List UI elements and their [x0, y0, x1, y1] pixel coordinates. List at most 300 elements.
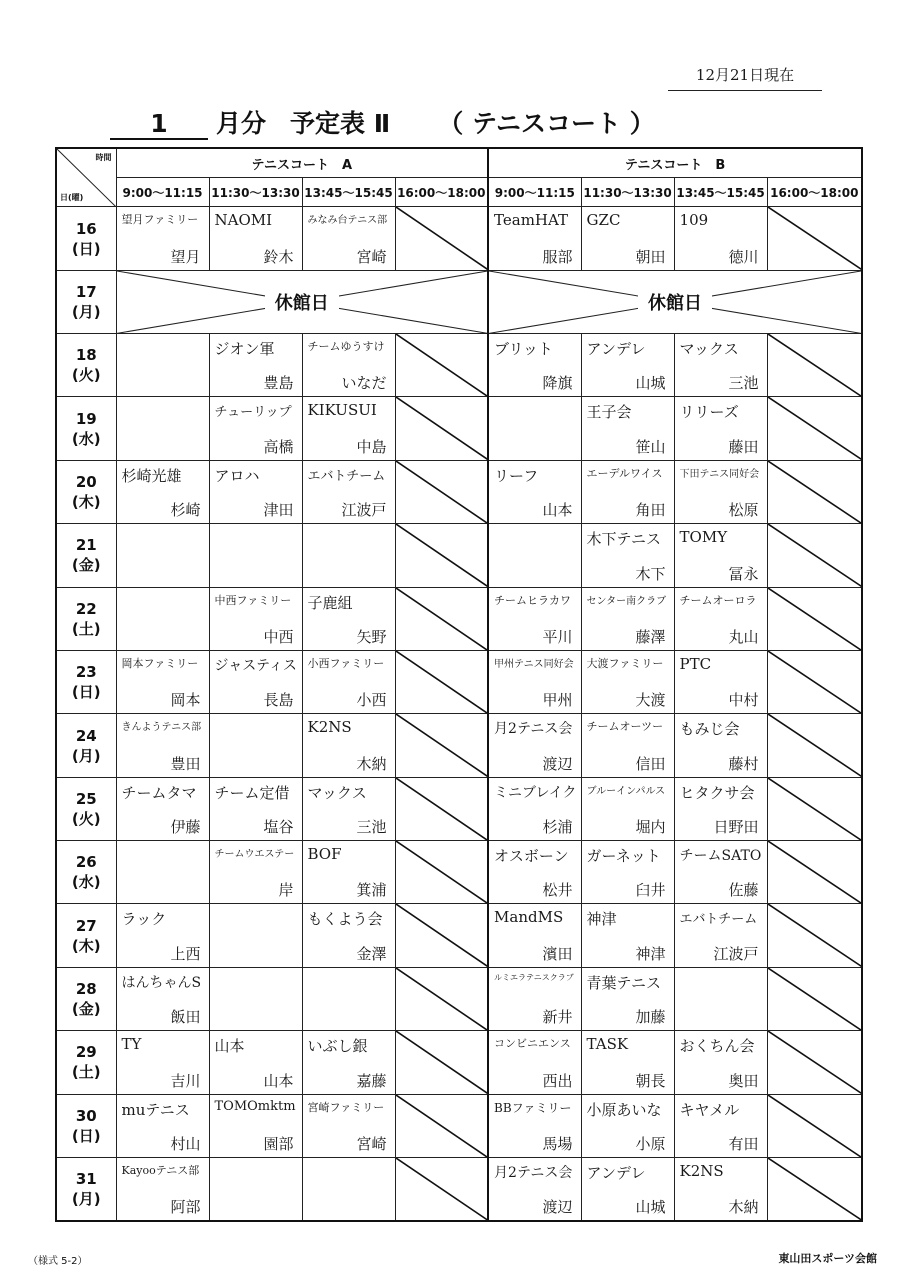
day-of-week: (金): [71, 556, 101, 575]
unavailable-slot: [395, 714, 488, 777]
day-of-week: (土): [71, 1063, 101, 1082]
team-name: 青葉テニス: [586, 973, 661, 992]
team-name: TOMOmktm: [214, 1098, 296, 1114]
day-row: [56, 714, 862, 777]
day-number: 17: [75, 282, 97, 301]
reservation-slot: [581, 460, 674, 523]
representative-name: 渡辺: [542, 754, 573, 773]
organization-name: 東山田スポーツ会館: [778, 1252, 877, 1265]
reservation-slot: [674, 841, 767, 904]
team-name: MandMS: [494, 908, 564, 927]
day-row: [56, 207, 862, 270]
day-number: 26: [75, 853, 97, 872]
reservation-slot: [302, 904, 395, 967]
reservation-slot: [302, 967, 395, 1030]
representative-name: 箕浦: [356, 881, 387, 900]
representative-name: 飯田: [170, 1008, 201, 1027]
reservation-slot: [302, 587, 395, 650]
unavailable-slot: [767, 207, 862, 270]
representative-name: 山本: [263, 1071, 294, 1090]
team-name: 下田テニス同好会: [679, 468, 760, 480]
date-cell: [56, 270, 116, 333]
reservation-slot: [488, 1031, 581, 1094]
team-name: 甲州テニス同好会: [494, 658, 574, 670]
team-name: 山本: [214, 1037, 245, 1056]
day-of-week: (月): [71, 746, 101, 765]
unavailable-slot: [767, 904, 862, 967]
team-name: チームヒラカワ: [494, 593, 572, 607]
day-row: [56, 1157, 862, 1221]
day-of-week: (火): [71, 809, 101, 828]
team-name: K2NS: [679, 1161, 724, 1180]
representative-name: 木下: [635, 564, 666, 583]
unavailable-slot: [767, 524, 862, 587]
reservation-slot: [581, 207, 674, 270]
day-row: [56, 587, 862, 650]
reservation-slot: [116, 460, 209, 523]
corner-cell: [56, 148, 116, 207]
representative-name: 小原: [635, 1134, 666, 1153]
team-name: センター南クラブ: [586, 595, 667, 607]
team-name: コンビニエンス: [494, 1037, 571, 1051]
unavailable-slot: [395, 524, 488, 587]
representative-name: 濱田: [542, 944, 573, 963]
reservation-slot: [209, 1031, 302, 1094]
representative-name: 有田: [728, 1134, 759, 1153]
time-header: 9:00～11:15: [116, 178, 209, 207]
team-name: 小西ファミリー: [307, 656, 385, 670]
day-number: 29: [75, 1043, 97, 1062]
reservation-slot: [674, 1157, 767, 1221]
representative-name: 高橋: [263, 437, 294, 456]
team-name: KIKUSUI: [307, 401, 377, 420]
representative-name: 岸: [278, 881, 294, 900]
day-row: [56, 777, 862, 840]
reservation-slot: [302, 207, 395, 270]
date-cell: [56, 1157, 116, 1221]
day-row: [56, 524, 862, 587]
time-header: 13:45～15:45: [302, 178, 395, 207]
date-cell: [56, 1031, 116, 1094]
date-cell: [56, 334, 116, 397]
reservation-slot: [488, 334, 581, 397]
reservation-slot: [302, 1031, 395, 1094]
date-cell: [56, 1094, 116, 1157]
representative-name: 中西: [263, 627, 294, 646]
team-name: チームオーツー: [586, 720, 664, 734]
reservation-slot: [209, 207, 302, 270]
team-name: TeamHAT: [494, 211, 569, 230]
team-name: きんようテニス部: [121, 722, 202, 734]
representative-name: 佐藤: [728, 881, 759, 900]
reservation-slot: [674, 207, 767, 270]
title-close-paren: ）: [629, 109, 655, 138]
reservation-slot: [209, 1094, 302, 1157]
representative-name: 宮崎: [356, 1134, 387, 1153]
representative-name: 冨永: [728, 564, 759, 583]
representative-name: 平川: [542, 627, 573, 646]
title-facility: テニスコート: [471, 109, 621, 138]
title-open-paren: （: [438, 109, 464, 138]
date-cell: [56, 650, 116, 713]
form-number: （様式 5-2）: [28, 1256, 88, 1267]
representative-name: 藤田: [728, 437, 759, 456]
reservation-slot: [116, 334, 209, 397]
corner-time-label: 時間: [95, 153, 112, 162]
date-cell: [56, 207, 116, 270]
representative-name: 長島: [263, 691, 294, 710]
team-name: ミニブレイク: [494, 784, 577, 801]
reservation-slot: [116, 524, 209, 587]
reservation-slot: [674, 334, 767, 397]
day-of-week: (水): [71, 429, 101, 448]
date-cell: [56, 460, 116, 523]
reservation-slot: [209, 1157, 302, 1221]
team-name: GZC: [586, 211, 621, 230]
day-row: [56, 967, 862, 1030]
time-header: 13:45～15:45: [674, 178, 767, 207]
closed-day-label: 休館日: [265, 289, 339, 315]
team-name: ブルーインパルス: [586, 785, 666, 797]
team-name: みなみ台テニス部: [307, 215, 388, 227]
schedule-table: [55, 147, 863, 1222]
team-name: TASK: [586, 1035, 629, 1054]
reservation-slot: [302, 650, 395, 713]
team-name: アンデレ: [586, 340, 646, 359]
team-name: リリーズ: [679, 403, 739, 422]
day-number: 19: [75, 409, 97, 428]
reservation-slot: [302, 841, 395, 904]
reservation-slot: [209, 460, 302, 523]
representative-name: 鈴木: [263, 247, 294, 266]
representative-name: 笹山: [635, 437, 666, 456]
reservation-slot: [116, 904, 209, 967]
representative-name: 木納: [356, 754, 387, 773]
unavailable-slot: [767, 397, 862, 460]
reservation-slot: [209, 397, 302, 460]
court-b-header: テニスコート B: [488, 148, 862, 178]
day-number: 28: [75, 980, 97, 999]
title-numeral: Ⅱ: [373, 109, 391, 138]
reservation-slot: [209, 334, 302, 397]
team-name: ジャスティス: [214, 657, 297, 674]
reservation-slot: [209, 524, 302, 587]
as-of-date: 12月21日現在: [668, 62, 822, 91]
representative-name: 宮崎: [356, 247, 387, 266]
date-cell: [56, 777, 116, 840]
date-cell: [56, 524, 116, 587]
reservation-slot: [209, 777, 302, 840]
team-name: 岡本ファミリー: [121, 656, 199, 670]
representative-name: 大渡: [635, 691, 666, 710]
team-name: チームタマ: [121, 783, 197, 802]
team-name: 王子会: [586, 403, 632, 422]
reservation-slot: [581, 1031, 674, 1094]
representative-name: 嘉藤: [356, 1071, 387, 1090]
reservation-slot: [302, 1157, 395, 1221]
team-name: エバトチーム: [307, 468, 386, 484]
day-number: 22: [75, 599, 97, 618]
reservation-slot: [488, 841, 581, 904]
reservation-slot: [581, 650, 674, 713]
court-a-header: テニスコート A: [116, 148, 488, 178]
representative-name: 角田: [635, 501, 666, 520]
representative-name: 西出: [542, 1071, 573, 1090]
representative-name: 小西: [356, 691, 387, 710]
day-number: 27: [75, 916, 97, 935]
reservation-slot: [302, 524, 395, 587]
team-name: チームオーロラ: [679, 593, 757, 607]
day-of-week: (土): [71, 619, 101, 638]
reservation-slot: [116, 650, 209, 713]
representative-name: 服部: [542, 247, 573, 266]
day-number: 23: [75, 663, 97, 682]
unavailable-slot: [395, 334, 488, 397]
day-row: [56, 334, 862, 397]
representative-name: 山城: [635, 374, 666, 393]
representative-name: 上西: [170, 944, 201, 963]
representative-name: 臼井: [635, 881, 666, 900]
reservation-slot: [674, 397, 767, 460]
team-name: 大渡ファミリー: [586, 656, 664, 670]
team-name: K2NS: [307, 718, 352, 737]
representative-name: 藤村: [728, 754, 759, 773]
unavailable-slot: [767, 714, 862, 777]
representative-name: 信田: [635, 754, 666, 773]
team-name: Kayooテニス部: [121, 1163, 200, 1177]
unavailable-slot: [395, 777, 488, 840]
team-name: マックス: [307, 783, 367, 802]
reservation-slot: [581, 1094, 674, 1157]
reservation-slot: [581, 904, 674, 967]
team-name: アロハ: [214, 466, 260, 485]
reservation-slot: [488, 397, 581, 460]
reservation-slot: [116, 967, 209, 1030]
representative-name: 日野田: [713, 818, 759, 837]
reservation-slot: [116, 841, 209, 904]
reservation-slot: [488, 777, 581, 840]
team-name: チームゆうすけ: [307, 340, 385, 354]
date-cell: [56, 714, 116, 777]
representative-name: 三池: [728, 374, 759, 393]
team-name: チームウエステー: [214, 849, 295, 861]
team-name: 神津: [586, 910, 617, 929]
representative-name: 松原: [728, 501, 759, 520]
representative-name: 朝長: [635, 1071, 666, 1090]
day-of-week: (水): [71, 873, 101, 892]
reservation-slot: [209, 967, 302, 1030]
reservation-slot: [488, 460, 581, 523]
team-name: PTC: [679, 654, 712, 673]
team-name: マックス: [679, 340, 739, 359]
representative-name: 金澤: [356, 944, 387, 963]
team-name: おくちん会: [679, 1037, 755, 1056]
representative-name: 伊藤: [170, 818, 201, 837]
team-name: BOF: [307, 845, 342, 864]
team-name: エバトチーム: [679, 912, 758, 928]
unavailable-slot: [395, 207, 488, 270]
reservation-slot: [116, 397, 209, 460]
representative-name: 岡本: [170, 691, 201, 710]
unavailable-slot: [767, 650, 862, 713]
reservation-slot: [674, 1094, 767, 1157]
team-name: 木下テニス: [586, 530, 661, 549]
reservation-slot: [116, 587, 209, 650]
reservation-slot: [302, 397, 395, 460]
team-name: 109: [679, 211, 709, 230]
time-header: 11:30～13:30: [209, 178, 302, 207]
title-month-suffix: 月分: [216, 109, 267, 138]
team-name: チーム定借: [214, 783, 290, 802]
representative-name: 山城: [635, 1198, 666, 1216]
representative-name: 渡辺: [542, 1198, 573, 1216]
reservation-slot: [581, 334, 674, 397]
date-cell: [56, 841, 116, 904]
reservation-slot: [674, 1031, 767, 1094]
reservation-slot: [581, 714, 674, 777]
day-of-week: (日): [71, 1126, 101, 1145]
team-name: アンデレ: [586, 1163, 646, 1182]
representative-name: 降旗: [542, 374, 573, 393]
reservation-slot: [488, 524, 581, 587]
day-of-week: (金): [71, 1000, 101, 1019]
reservation-slot: [674, 904, 767, 967]
team-name: 子鹿組: [307, 593, 353, 612]
day-of-week: (日): [71, 239, 101, 258]
representative-name: 木納: [728, 1198, 759, 1216]
day-row: [56, 1031, 862, 1094]
time-header: 11:30～13:30: [581, 178, 674, 207]
representative-name: 加藤: [635, 1008, 666, 1027]
team-name: ジオン軍: [214, 340, 275, 359]
team-name: 望月ファミリー: [121, 213, 199, 227]
team-name: キヤメル: [679, 1100, 740, 1119]
team-name: NAOMI: [214, 211, 273, 230]
team-name: TOMY: [679, 528, 728, 547]
unavailable-slot: [767, 334, 862, 397]
reservation-slot: [116, 714, 209, 777]
team-name: 月2テニス会: [494, 1164, 573, 1181]
representative-name: 中村: [728, 691, 759, 710]
representative-name: 馬場: [542, 1134, 573, 1153]
reservation-slot: [209, 714, 302, 777]
reservation-slot: [302, 334, 395, 397]
reservation-slot: [674, 460, 767, 523]
team-name: オスボーン: [494, 847, 569, 866]
unavailable-slot: [767, 1094, 862, 1157]
representative-name: 塩谷: [263, 818, 294, 837]
representative-name: 山本: [542, 501, 573, 520]
reservation-slot: [302, 460, 395, 523]
reservation-slot: [581, 1157, 674, 1221]
unavailable-slot: [767, 967, 862, 1030]
day-number: 30: [75, 1106, 97, 1125]
representative-name: 松井: [542, 881, 573, 900]
representative-name: 望月: [170, 247, 201, 266]
team-name: ガーネット: [586, 847, 661, 866]
day-row: [56, 270, 862, 333]
reservation-slot: [488, 650, 581, 713]
court-a-closed: [116, 270, 488, 333]
representative-name: 豊島: [263, 374, 294, 393]
day-row: [56, 841, 862, 904]
day-of-week: (日): [71, 683, 101, 702]
reservation-slot: [116, 207, 209, 270]
representative-name: 吉川: [170, 1071, 201, 1090]
unavailable-slot: [395, 1157, 488, 1221]
unavailable-slot: [395, 460, 488, 523]
unavailable-slot: [395, 650, 488, 713]
reservation-slot: [488, 1157, 581, 1221]
day-of-week: (月): [71, 302, 101, 321]
day-row: [56, 904, 862, 967]
team-name: 月2テニス会: [494, 721, 573, 738]
unavailable-slot: [767, 1157, 862, 1221]
unavailable-slot: [395, 967, 488, 1030]
unavailable-slot: [395, 397, 488, 460]
day-of-week: (火): [71, 366, 101, 385]
team-name: ルミエラテニスクラブ: [494, 972, 574, 982]
day-number: 18: [75, 346, 97, 365]
unavailable-slot: [767, 587, 862, 650]
reservation-slot: [116, 1157, 209, 1221]
reservation-slot: [488, 714, 581, 777]
reservation-slot: [488, 967, 581, 1030]
reservation-slot: [674, 777, 767, 840]
reservation-slot: [581, 524, 674, 587]
unavailable-slot: [395, 1094, 488, 1157]
unavailable-slot: [395, 904, 488, 967]
representative-name: 新井: [542, 1008, 573, 1027]
reservation-slot: [302, 1094, 395, 1157]
court-b-closed: [488, 270, 862, 333]
representative-name: 神津: [635, 944, 666, 963]
reservation-slot: [488, 904, 581, 967]
team-name: いぶし銀: [307, 1037, 368, 1056]
representative-name: 丸山: [728, 627, 759, 646]
time-header: 9:00～11:15: [488, 178, 581, 207]
representative-name: 矢野: [356, 627, 387, 646]
unavailable-slot: [395, 587, 488, 650]
team-name: エーデルワイス: [586, 466, 663, 480]
team-name: 小原あいな: [586, 1100, 662, 1119]
representative-name: 杉崎: [170, 501, 201, 520]
day-row: [56, 397, 862, 460]
representative-name: 中島: [356, 437, 387, 456]
reservation-slot: [674, 587, 767, 650]
team-name: TY: [121, 1035, 142, 1054]
representative-name: 江波戸: [713, 944, 759, 963]
date-cell: [56, 397, 116, 460]
unavailable-slot: [395, 841, 488, 904]
representative-name: 阿部: [170, 1198, 201, 1216]
title-month: 1: [110, 109, 208, 140]
reservation-slot: [581, 967, 674, 1030]
representative-name: 豊田: [170, 754, 201, 773]
reservation-slot: [209, 904, 302, 967]
closed-day-label: 休館日: [638, 289, 712, 315]
representative-name: 三池: [356, 818, 387, 837]
representative-name: 江波戸: [341, 501, 387, 520]
team-name: ラック: [121, 910, 167, 929]
unavailable-slot: [767, 777, 862, 840]
representative-name: 杉浦: [542, 818, 573, 837]
team-name: チームSATO: [679, 848, 762, 865]
reservation-slot: [674, 967, 767, 1030]
team-name: BBファミリー: [494, 1100, 572, 1115]
team-name: リーフ: [494, 466, 539, 485]
team-name: ヒタクサ会: [679, 783, 755, 802]
